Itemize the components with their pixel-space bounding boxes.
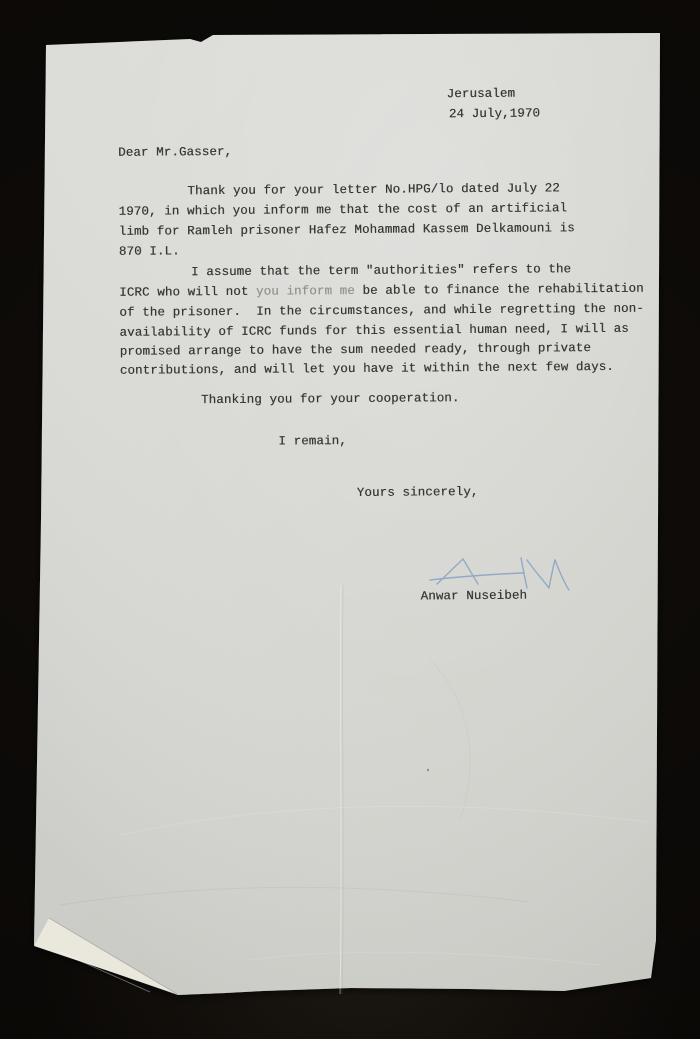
body-line (119, 282, 644, 300)
body-line: Thank you for your letter No.HPG/lo dated July 22 (187, 181, 560, 199)
body-line: availability of ICRC funds for this essential human need, I will as (119, 321, 629, 340)
body-line: contributions, and will let you have it within the next few days. (119, 359, 614, 378)
letter-place: Jerusalem (446, 86, 516, 102)
body-line: 870 I.L. (118, 244, 180, 259)
body-line-segment-faded: you inform me (255, 283, 355, 299)
closing-sincerely-line: Yours sincerely, (356, 484, 479, 500)
body-line: I assume that the term "authorities" refers to the (190, 262, 572, 280)
body-line-segment: be able to finance the rehabilitation (354, 281, 644, 298)
signature-typed-name: Anwar Nuseibeh (420, 588, 528, 604)
body-line: limb for Ramleh prisoner Hafez Mohammad Kassem Delkamouni is (118, 221, 575, 239)
body-line: 1970, in which you inform me that the cost of an artificial (118, 201, 568, 219)
body-line: promised arrange to have the sum needed ready, through private (119, 341, 591, 359)
body-line-segment: ICRC who will not (119, 284, 257, 300)
letter-date: 24 July,1970 (448, 106, 541, 122)
body-line: of the prisoner. In the circumstances, and while regretting the non- (119, 301, 644, 320)
closing-remain-line: I remain, (278, 434, 347, 449)
closing-thanks-line: Thanking you for your cooperation. (200, 391, 460, 408)
salutation-line: Dear Mr.Gasser, (118, 144, 233, 160)
